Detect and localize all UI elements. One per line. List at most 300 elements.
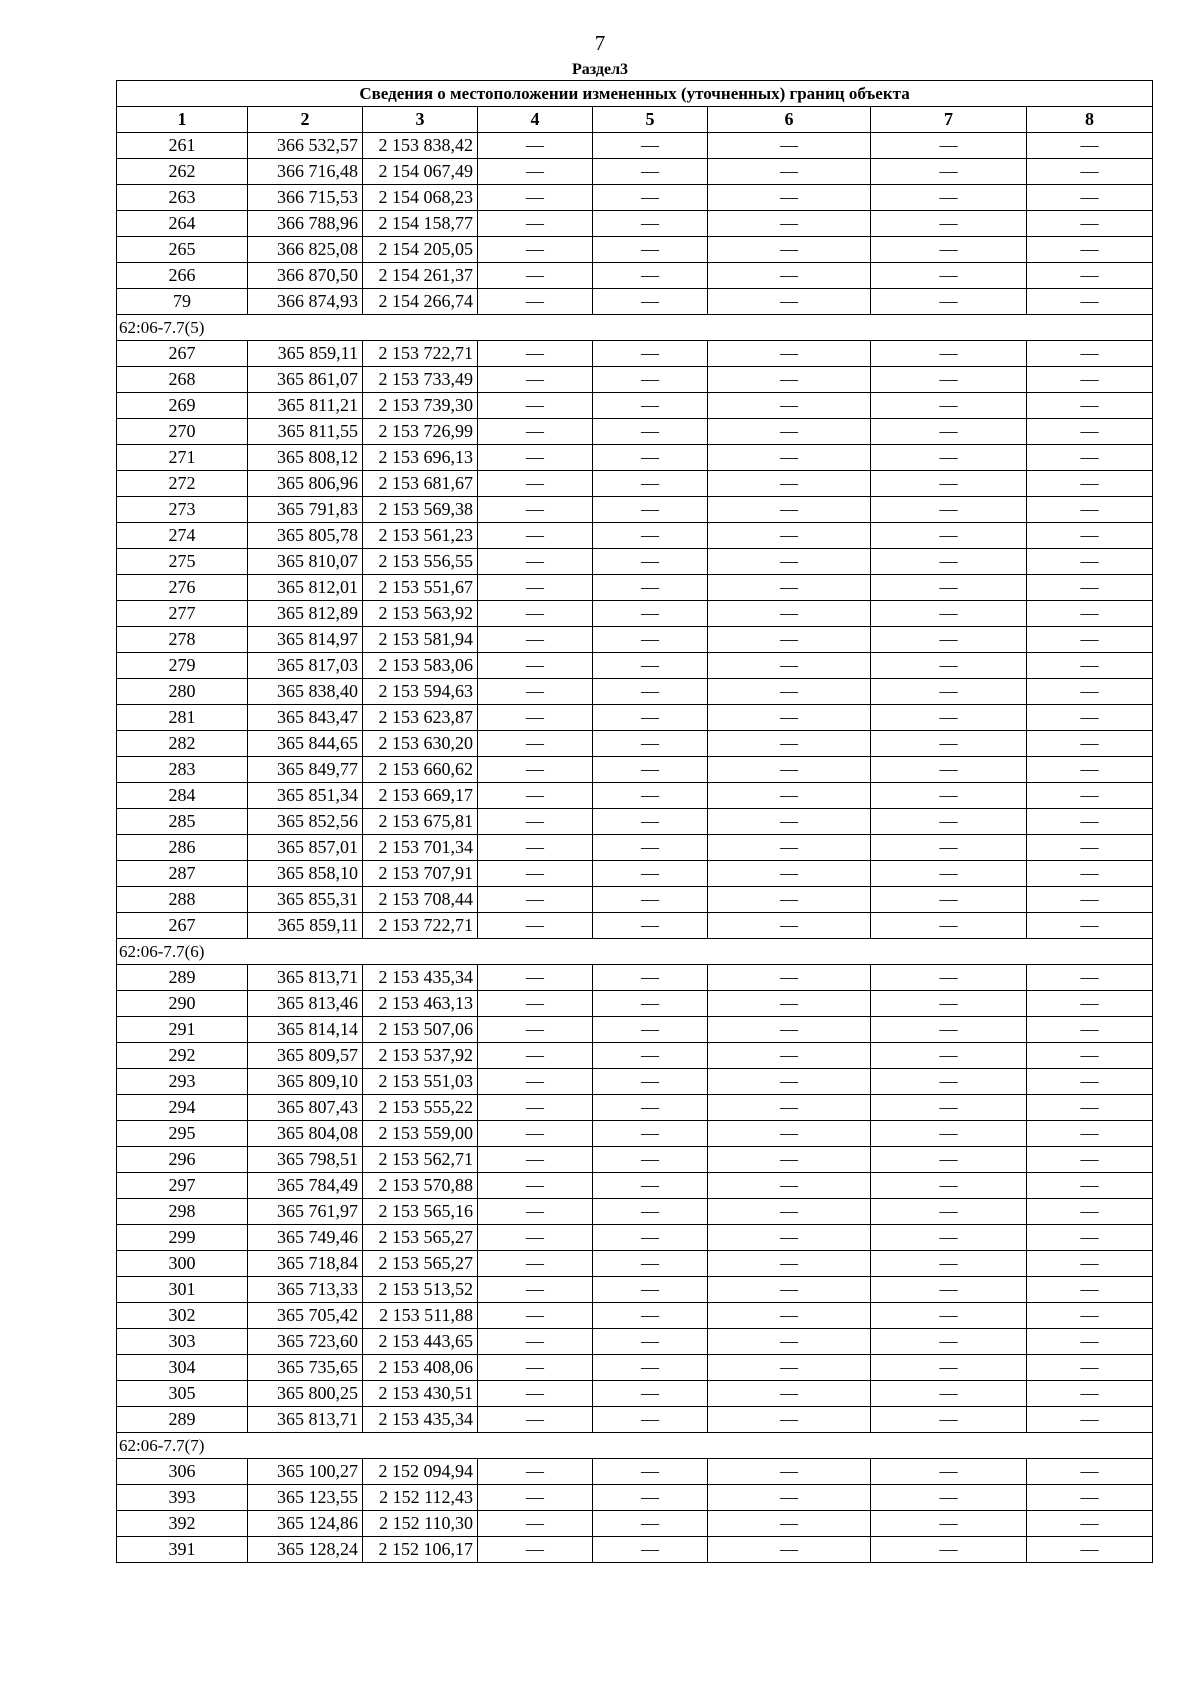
empty-dash: — xyxy=(1027,211,1153,237)
empty-dash: — xyxy=(708,445,871,471)
empty-dash: — xyxy=(1027,523,1153,549)
y-coordinate: 2 153 701,34 xyxy=(363,835,478,861)
empty-dash: — xyxy=(1027,1225,1153,1251)
empty-dash: — xyxy=(478,627,593,653)
empty-dash: — xyxy=(708,1147,871,1173)
empty-dash: — xyxy=(708,237,871,263)
empty-dash: — xyxy=(478,1381,593,1407)
column-header: 7 xyxy=(871,107,1027,133)
empty-dash: — xyxy=(478,679,593,705)
empty-dash: — xyxy=(593,159,708,185)
table-row xyxy=(117,471,1153,497)
empty-dash: — xyxy=(478,731,593,757)
y-coordinate: 2 153 707,91 xyxy=(363,861,478,887)
empty-dash: — xyxy=(1027,965,1153,991)
point-number: 264 xyxy=(117,211,248,237)
empty-dash: — xyxy=(1027,419,1153,445)
empty-dash: — xyxy=(1027,1537,1153,1563)
empty-dash: — xyxy=(478,419,593,445)
empty-dash: — xyxy=(593,1173,708,1199)
y-coordinate: 2 153 562,71 xyxy=(363,1147,478,1173)
y-coordinate: 2 152 112,43 xyxy=(363,1485,478,1511)
empty-dash: — xyxy=(1027,1199,1153,1225)
y-coordinate: 2 152 110,30 xyxy=(363,1511,478,1537)
table-row xyxy=(117,1381,1153,1407)
table-row xyxy=(117,211,1153,237)
point-number: 291 xyxy=(117,1017,248,1043)
empty-dash: — xyxy=(871,289,1027,315)
empty-dash: — xyxy=(593,809,708,835)
point-number: 290 xyxy=(117,991,248,1017)
empty-dash: — xyxy=(871,913,1027,939)
y-coordinate: 2 153 722,71 xyxy=(363,913,478,939)
empty-dash: — xyxy=(708,1537,871,1563)
table-row xyxy=(117,289,1153,315)
empty-dash: — xyxy=(871,991,1027,1017)
empty-dash: — xyxy=(478,1199,593,1225)
table-row xyxy=(117,1459,1153,1485)
empty-dash: — xyxy=(478,1069,593,1095)
column-header: 6 xyxy=(708,107,871,133)
table-row xyxy=(117,497,1153,523)
point-number: 269 xyxy=(117,393,248,419)
empty-dash: — xyxy=(593,211,708,237)
empty-dash: — xyxy=(871,497,1027,523)
table-row xyxy=(117,1043,1153,1069)
empty-dash: — xyxy=(1027,575,1153,601)
empty-dash: — xyxy=(871,1043,1027,1069)
point-number: 393 xyxy=(117,1485,248,1511)
point-number: 300 xyxy=(117,1251,248,1277)
empty-dash: — xyxy=(708,419,871,445)
table-row xyxy=(117,1017,1153,1043)
parcel-group-label: 62:06-7.7(7) xyxy=(117,1433,1153,1459)
empty-dash: — xyxy=(478,1459,593,1485)
y-coordinate: 2 153 733,49 xyxy=(363,367,478,393)
table-row xyxy=(117,809,1153,835)
x-coordinate: 365 761,97 xyxy=(248,1199,363,1225)
empty-dash: — xyxy=(593,497,708,523)
empty-dash: — xyxy=(1027,601,1153,627)
empty-dash: — xyxy=(871,1381,1027,1407)
column-number-row xyxy=(117,107,1153,133)
column-header: 4 xyxy=(478,107,593,133)
x-coordinate: 366 825,08 xyxy=(248,237,363,263)
table-row xyxy=(117,341,1153,367)
point-number: 262 xyxy=(117,159,248,185)
y-coordinate: 2 153 463,13 xyxy=(363,991,478,1017)
empty-dash: — xyxy=(478,705,593,731)
point-number: 306 xyxy=(117,1459,248,1485)
point-number: 296 xyxy=(117,1147,248,1173)
empty-dash: — xyxy=(708,263,871,289)
empty-dash: — xyxy=(871,1303,1027,1329)
table-row xyxy=(117,1095,1153,1121)
point-number: 289 xyxy=(117,1407,248,1433)
section-title: Раздел3 xyxy=(571,61,629,78)
y-coordinate: 2 153 435,34 xyxy=(363,1407,478,1433)
point-number: 283 xyxy=(117,757,248,783)
empty-dash: — xyxy=(1027,367,1153,393)
empty-dash: — xyxy=(593,1095,708,1121)
empty-dash: — xyxy=(478,861,593,887)
empty-dash: — xyxy=(708,1407,871,1433)
empty-dash: — xyxy=(478,1355,593,1381)
empty-dash: — xyxy=(708,1511,871,1537)
table-row xyxy=(117,679,1153,705)
empty-dash: — xyxy=(871,757,1027,783)
empty-dash: — xyxy=(593,1069,708,1095)
point-number: 392 xyxy=(117,1511,248,1537)
table-row xyxy=(117,133,1153,159)
empty-dash: — xyxy=(708,1303,871,1329)
x-coordinate: 365 811,21 xyxy=(248,393,363,419)
table-row xyxy=(117,1199,1153,1225)
x-coordinate: 365 844,65 xyxy=(248,731,363,757)
point-number: 294 xyxy=(117,1095,248,1121)
empty-dash: — xyxy=(593,601,708,627)
empty-dash: — xyxy=(1027,1407,1153,1433)
y-coordinate: 2 154 068,23 xyxy=(363,185,478,211)
empty-dash: — xyxy=(708,341,871,367)
empty-dash: — xyxy=(708,601,871,627)
empty-dash: — xyxy=(593,1199,708,1225)
empty-dash: — xyxy=(478,757,593,783)
empty-dash: — xyxy=(593,133,708,159)
empty-dash: — xyxy=(478,185,593,211)
empty-dash: — xyxy=(708,1095,871,1121)
y-coordinate: 2 153 565,27 xyxy=(363,1225,478,1251)
empty-dash: — xyxy=(478,159,593,185)
table-row xyxy=(117,861,1153,887)
empty-dash: — xyxy=(593,1511,708,1537)
empty-dash: — xyxy=(1027,1147,1153,1173)
empty-dash: — xyxy=(708,731,871,757)
y-coordinate: 2 153 722,71 xyxy=(363,341,478,367)
table-row xyxy=(117,1121,1153,1147)
parcel-group-label: 62:06-7.7(6) xyxy=(117,939,1153,965)
column-header: 5 xyxy=(593,107,708,133)
empty-dash: — xyxy=(708,679,871,705)
x-coordinate: 365 838,40 xyxy=(248,679,363,705)
empty-dash: — xyxy=(708,627,871,653)
empty-dash: — xyxy=(593,1459,708,1485)
table-row xyxy=(117,1069,1153,1095)
x-coordinate: 365 851,34 xyxy=(248,783,363,809)
y-coordinate: 2 153 581,94 xyxy=(363,627,478,653)
x-coordinate: 365 859,11 xyxy=(248,913,363,939)
empty-dash: — xyxy=(1027,497,1153,523)
empty-dash: — xyxy=(708,1355,871,1381)
table-row xyxy=(117,1355,1153,1381)
empty-dash: — xyxy=(593,627,708,653)
empty-dash: — xyxy=(871,133,1027,159)
table-row xyxy=(117,627,1153,653)
empty-dash: — xyxy=(708,471,871,497)
empty-dash: — xyxy=(593,1225,708,1251)
x-coordinate: 366 874,93 xyxy=(248,289,363,315)
empty-dash: — xyxy=(871,549,1027,575)
table-row xyxy=(117,1407,1153,1433)
x-coordinate: 365 128,24 xyxy=(248,1537,363,1563)
point-number: 289 xyxy=(117,965,248,991)
empty-dash: — xyxy=(1027,341,1153,367)
point-number: 282 xyxy=(117,731,248,757)
table-row xyxy=(117,367,1153,393)
empty-dash: — xyxy=(708,575,871,601)
empty-dash: — xyxy=(478,783,593,809)
empty-dash: — xyxy=(708,835,871,861)
empty-dash: — xyxy=(871,1173,1027,1199)
x-coordinate: 365 852,56 xyxy=(248,809,363,835)
empty-dash: — xyxy=(871,731,1027,757)
y-coordinate: 2 153 513,52 xyxy=(363,1277,478,1303)
point-number: 293 xyxy=(117,1069,248,1095)
x-coordinate: 365 859,11 xyxy=(248,341,363,367)
x-coordinate: 365 814,97 xyxy=(248,627,363,653)
point-number: 279 xyxy=(117,653,248,679)
empty-dash: — xyxy=(478,1329,593,1355)
table-row xyxy=(117,237,1153,263)
point-number: 292 xyxy=(117,1043,248,1069)
empty-dash: — xyxy=(1027,887,1153,913)
empty-dash: — xyxy=(593,679,708,705)
empty-dash: — xyxy=(593,1329,708,1355)
empty-dash: — xyxy=(593,887,708,913)
empty-dash: — xyxy=(871,679,1027,705)
table-row xyxy=(117,1329,1153,1355)
empty-dash: — xyxy=(478,887,593,913)
empty-dash: — xyxy=(871,445,1027,471)
coordinates-table xyxy=(116,80,1153,1563)
empty-dash: — xyxy=(1027,1277,1153,1303)
empty-dash: — xyxy=(1027,653,1153,679)
empty-dash: — xyxy=(708,523,871,549)
empty-dash: — xyxy=(871,1511,1027,1537)
empty-dash: — xyxy=(593,419,708,445)
y-coordinate: 2 154 266,74 xyxy=(363,289,478,315)
empty-dash: — xyxy=(871,341,1027,367)
point-number: 286 xyxy=(117,835,248,861)
empty-dash: — xyxy=(871,835,1027,861)
point-number: 280 xyxy=(117,679,248,705)
point-number: 275 xyxy=(117,549,248,575)
empty-dash: — xyxy=(593,237,708,263)
empty-dash: — xyxy=(1027,1485,1153,1511)
table-row xyxy=(117,1537,1153,1563)
x-coordinate: 365 791,83 xyxy=(248,497,363,523)
empty-dash: — xyxy=(708,497,871,523)
point-number: 79 xyxy=(117,289,248,315)
empty-dash: — xyxy=(708,549,871,575)
empty-dash: — xyxy=(871,1459,1027,1485)
y-coordinate: 2 152 094,94 xyxy=(363,1459,478,1485)
point-number: 263 xyxy=(117,185,248,211)
empty-dash: — xyxy=(478,1017,593,1043)
x-coordinate: 366 870,50 xyxy=(248,263,363,289)
empty-dash: — xyxy=(593,1277,708,1303)
empty-dash: — xyxy=(1027,185,1153,211)
x-coordinate: 365 705,42 xyxy=(248,1303,363,1329)
point-number: 265 xyxy=(117,237,248,263)
x-coordinate: 365 723,60 xyxy=(248,1329,363,1355)
empty-dash: — xyxy=(871,1329,1027,1355)
table-row xyxy=(117,783,1153,809)
empty-dash: — xyxy=(1027,1355,1153,1381)
x-coordinate: 366 532,57 xyxy=(248,133,363,159)
empty-dash: — xyxy=(593,263,708,289)
point-number: 288 xyxy=(117,887,248,913)
point-number: 284 xyxy=(117,783,248,809)
empty-dash: — xyxy=(871,705,1027,731)
empty-dash: — xyxy=(1027,1251,1153,1277)
table-row xyxy=(117,1173,1153,1199)
y-coordinate: 2 153 623,87 xyxy=(363,705,478,731)
table-row xyxy=(117,887,1153,913)
table-row xyxy=(117,601,1153,627)
table-row xyxy=(117,1225,1153,1251)
y-coordinate: 2 153 563,92 xyxy=(363,601,478,627)
table-row xyxy=(117,1511,1153,1537)
empty-dash: — xyxy=(593,1303,708,1329)
empty-dash: — xyxy=(708,653,871,679)
empty-dash: — xyxy=(1027,471,1153,497)
x-coordinate: 365 812,89 xyxy=(248,601,363,627)
empty-dash: — xyxy=(593,783,708,809)
point-number: 273 xyxy=(117,497,248,523)
point-number: 261 xyxy=(117,133,248,159)
empty-dash: — xyxy=(478,289,593,315)
y-coordinate: 2 153 583,06 xyxy=(363,653,478,679)
empty-dash: — xyxy=(1027,133,1153,159)
x-coordinate: 365 804,08 xyxy=(248,1121,363,1147)
empty-dash: — xyxy=(1027,289,1153,315)
parcel-group-label: 62:06-7.7(5) xyxy=(117,315,1153,341)
empty-dash: — xyxy=(871,809,1027,835)
point-number: 302 xyxy=(117,1303,248,1329)
empty-dash: — xyxy=(593,367,708,393)
empty-dash: — xyxy=(708,757,871,783)
empty-dash: — xyxy=(708,1121,871,1147)
column-header: 8 xyxy=(1027,107,1153,133)
empty-dash: — xyxy=(1027,757,1153,783)
empty-dash: — xyxy=(1027,991,1153,1017)
point-number: 267 xyxy=(117,913,248,939)
empty-dash: — xyxy=(478,1303,593,1329)
empty-dash: — xyxy=(478,1485,593,1511)
empty-dash: — xyxy=(478,1225,593,1251)
empty-dash: — xyxy=(478,549,593,575)
y-coordinate: 2 154 205,05 xyxy=(363,237,478,263)
x-coordinate: 365 805,78 xyxy=(248,523,363,549)
column-header: 2 xyxy=(248,107,363,133)
point-number: 305 xyxy=(117,1381,248,1407)
x-coordinate: 365 808,12 xyxy=(248,445,363,471)
point-number: 391 xyxy=(117,1537,248,1563)
empty-dash: — xyxy=(478,393,593,419)
point-number: 301 xyxy=(117,1277,248,1303)
empty-dash: — xyxy=(871,1537,1027,1563)
empty-dash: — xyxy=(871,1485,1027,1511)
empty-dash: — xyxy=(478,1407,593,1433)
y-coordinate: 2 153 681,67 xyxy=(363,471,478,497)
empty-dash: — xyxy=(593,757,708,783)
table-row xyxy=(117,549,1153,575)
empty-dash: — xyxy=(478,497,593,523)
empty-dash: — xyxy=(708,965,871,991)
point-number: 295 xyxy=(117,1121,248,1147)
point-number: 277 xyxy=(117,601,248,627)
empty-dash: — xyxy=(593,471,708,497)
empty-dash: — xyxy=(593,1381,708,1407)
point-number: 297 xyxy=(117,1173,248,1199)
empty-dash: — xyxy=(1027,1069,1153,1095)
table-row xyxy=(117,757,1153,783)
x-coordinate: 366 716,48 xyxy=(248,159,363,185)
empty-dash: — xyxy=(871,1147,1027,1173)
empty-dash: — xyxy=(1027,913,1153,939)
empty-dash: — xyxy=(708,1459,871,1485)
empty-dash: — xyxy=(593,549,708,575)
empty-dash: — xyxy=(871,627,1027,653)
point-number: 304 xyxy=(117,1355,248,1381)
y-coordinate: 2 153 559,00 xyxy=(363,1121,478,1147)
table-row xyxy=(117,1485,1153,1511)
x-coordinate: 365 858,10 xyxy=(248,861,363,887)
empty-dash: — xyxy=(708,211,871,237)
x-coordinate: 365 784,49 xyxy=(248,1173,363,1199)
y-coordinate: 2 153 507,06 xyxy=(363,1017,478,1043)
empty-dash: — xyxy=(708,887,871,913)
point-number: 267 xyxy=(117,341,248,367)
empty-dash: — xyxy=(1027,731,1153,757)
x-coordinate: 365 749,46 xyxy=(248,1225,363,1251)
empty-dash: — xyxy=(708,393,871,419)
empty-dash: — xyxy=(708,1251,871,1277)
empty-dash: — xyxy=(708,133,871,159)
empty-dash: — xyxy=(478,1277,593,1303)
y-coordinate: 2 152 106,17 xyxy=(363,1537,478,1563)
empty-dash: — xyxy=(478,575,593,601)
empty-dash: — xyxy=(593,1485,708,1511)
x-coordinate: 365 718,84 xyxy=(248,1251,363,1277)
y-coordinate: 2 154 261,37 xyxy=(363,263,478,289)
empty-dash: — xyxy=(593,1043,708,1069)
x-coordinate: 365 123,55 xyxy=(248,1485,363,1511)
y-coordinate: 2 153 675,81 xyxy=(363,809,478,835)
empty-dash: — xyxy=(708,185,871,211)
empty-dash: — xyxy=(1027,1043,1153,1069)
empty-dash: — xyxy=(871,159,1027,185)
empty-dash: — xyxy=(708,1277,871,1303)
x-coordinate: 365 124,86 xyxy=(248,1511,363,1537)
x-coordinate: 365 813,46 xyxy=(248,991,363,1017)
empty-dash: — xyxy=(871,1017,1027,1043)
empty-dash: — xyxy=(593,1147,708,1173)
y-coordinate: 2 153 565,27 xyxy=(363,1251,478,1277)
point-number: 274 xyxy=(117,523,248,549)
empty-dash: — xyxy=(1027,1017,1153,1043)
table-body xyxy=(117,133,1153,1563)
empty-dash: — xyxy=(871,1277,1027,1303)
table-row xyxy=(117,913,1153,939)
empty-dash: — xyxy=(708,1017,871,1043)
empty-dash: — xyxy=(708,289,871,315)
point-number: 298 xyxy=(117,1199,248,1225)
empty-dash: — xyxy=(871,523,1027,549)
empty-dash: — xyxy=(478,1173,593,1199)
empty-dash: — xyxy=(593,705,708,731)
